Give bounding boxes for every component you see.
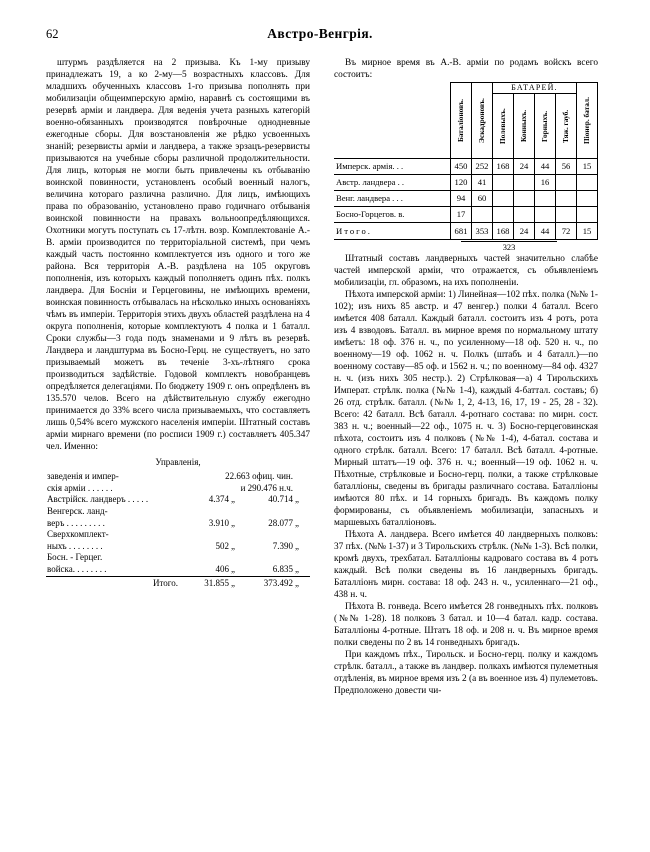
cell-value: [514, 175, 535, 191]
column-header-mountain-batteries: Горныхъ.: [535, 94, 556, 159]
cell-value: [514, 207, 535, 223]
folio-number: 62: [46, 27, 59, 41]
row-label-bosnia-herzegovina: Босно-Горцегов. в.: [334, 207, 451, 223]
cell-value: 17: [451, 207, 472, 223]
cell-value: 120: [451, 175, 472, 191]
budget-row-lower: [246, 529, 294, 541]
budget-row-label: войска. . . . . . . .: [47, 563, 107, 574]
cell-total: 15: [577, 223, 598, 240]
cell-total: 72: [556, 223, 577, 240]
budget-row-unit-2: [294, 506, 310, 518]
budget-row-unit: „: [231, 517, 235, 528]
table-row-total: [334, 223, 598, 240]
budget-total-officers: 31.855: [182, 576, 230, 589]
budget-total-label: Итого.: [46, 576, 182, 589]
cell-value: 60: [472, 191, 493, 207]
cell-value: 450: [451, 159, 472, 175]
table-row: [46, 529, 310, 541]
page-header: [46, 26, 604, 48]
table-group-header-row: [334, 82, 598, 93]
budget-row-head-values: 22.663 офиц. чин.: [225, 471, 293, 482]
cell-value: [535, 207, 556, 223]
paragraph: Пѣхота имперской арміи: 1) Линейная—102 пѣх. полка (№№ 1-102); изъ нихъ 85 австр. и 47 венгер.) полки 4 баталл. Всего имѣется 408 баталл. Каждый баталл. состоитъ изъ 4 ротъ, рота изъ 4 взводовъ. Баталл. въ мирное время по нормальному штату имѣетъ: 18 оф. 376 н. ч., по усиленному—18 оф. 520 н. ч., по военному—19 оф. 1062 н. ч. Полкъ (штабъ и 4 баталл.)—по военному составу—85 оф. и 1562 н. ч.; по военному—84 оф. 4327 н. ч. (изъ нихъ 305 нестр.). 2) Стрѣлковая—а) 4 Тирольскихъ Императ. стрѣлк. полка (№№ 1-4), каждый 4-баттал. составъ; б) 26 отд. стрѣлк. баталл. (№№ 1, 2, 4-13, 16, 17, 19 - 25, 28 - 32). Всего: 42 баталл. Всѣ баталл. 4-ротнаго состава: по мирн. сост. 383 н. ч.; военный—22 оф., 1075 н. ч. 3) Босно-герцеговинская пѣхота, состоитъ изъ 4 полковъ (№№ 1-4), 4-батал. состава и одного стрѣлк. баталл. Всего: 17 баталл. Всѣ баталл. 4-ротные. Мирный штатъ—19 оф. 376 н. ч.; военный—19 оф. 1062 н. ч. Пѣхотные, стрѣлковые и Босно-герц. полки, а также стрѣлковые баталліоны, сведены въ бригады различнаго состава. Баталліоны имѣются 80 пѣх. и 14 горныхъ бригадъ. Въ каждомъ полку формированы, съ объявленіемъ мобилизаціи, запасныхъ и маршевыхъ баталліоновъ.: [334, 290, 598, 528]
budget-row-lower: 6.835: [272, 563, 293, 574]
table-row: [46, 564, 310, 576]
table-row: [334, 175, 598, 191]
column-header-battalions: Баталіоновъ.: [451, 82, 472, 158]
budget-row-label: веръ . . . . . . . . .: [47, 517, 105, 528]
budget-row-unit-2: „: [295, 517, 299, 528]
column-header-heavy-howitzer-batteries: Тяж. гауб.: [556, 94, 577, 159]
cell-total: 681: [451, 223, 472, 240]
right-column: [334, 58, 598, 698]
cell-value: 94: [451, 191, 472, 207]
cell-value: 56: [556, 159, 577, 175]
cell-total: 168: [493, 223, 514, 240]
running-title: Австро-Венгрія.: [267, 26, 373, 41]
table-row: [46, 541, 310, 553]
budget-row-head-values-2: и 290.476 н.ч.: [240, 482, 293, 493]
brace-line: [461, 241, 557, 242]
budget-row-unit: „: [231, 540, 235, 551]
column-group-header-batteries: БАТАРЕЙ.: [493, 82, 577, 93]
table-row-total: [46, 576, 310, 589]
budget-row-label: Венгерск. ланд-: [47, 505, 108, 516]
table-row: [46, 471, 310, 483]
cell-value: 24: [514, 159, 535, 175]
budget-row-officers: [182, 552, 230, 564]
cell-value: [556, 191, 577, 207]
batteries-grand-total: 323: [334, 241, 598, 254]
cell-value: [577, 191, 598, 207]
budget-row-lower: [246, 552, 294, 564]
budget-row-label: Австрійск. ландверъ . . . . .: [47, 494, 149, 505]
budget-row-unit-2: „: [295, 494, 299, 505]
budget-row-label: скія арміи . . . . . .: [47, 482, 113, 493]
budget-row-unit-2: [294, 529, 310, 541]
table-row: [46, 552, 310, 564]
budget-total-unit-2: „: [294, 576, 310, 589]
cell-value: [493, 207, 514, 223]
table-intro-paragraph: Въ мирное время въ А.-В. арміи по родамъ войскъ всего состоитъ:: [334, 58, 598, 80]
column-header-horse-batteries: Конныхъ.: [514, 94, 535, 159]
budget-row-officers: 4.374: [208, 494, 229, 505]
table-row: [46, 518, 310, 530]
budget-row-lower: 28.077: [268, 517, 293, 528]
budget-row-unit-2: [294, 552, 310, 564]
cell-value: 168: [493, 159, 514, 175]
budget-row-lower: 7.390: [272, 540, 293, 551]
cell-total: 24: [514, 223, 535, 240]
cell-value: [577, 207, 598, 223]
column-header-squadrons: Эскадроновъ.: [472, 82, 493, 158]
budget-table: [46, 471, 310, 589]
cell-total: 353: [472, 223, 493, 240]
cell-value: [556, 175, 577, 191]
budget-row-officers: 3.910: [208, 517, 229, 528]
row-label-hungarian-landwehr: Венг. ландвера . . .: [334, 191, 451, 207]
budget-row-lower: 40.714: [268, 494, 293, 505]
table-row: [46, 494, 310, 506]
row-label-austrian-landwehr: Австр. ландвера . .: [334, 175, 451, 191]
budget-block: [46, 457, 310, 589]
column-header-field-batteries: Полевыхъ.: [493, 94, 514, 159]
cell-value: [577, 175, 598, 191]
row-label-imperial-army: Имперск. армія. . .: [334, 159, 451, 175]
cell-value: 16: [535, 175, 556, 191]
row-label-total: Итого.: [334, 223, 451, 240]
budget-row-label: заведенія и импер-: [47, 471, 119, 482]
cell-value: [556, 207, 577, 223]
paragraph: Штатный составъ ландверныхъ частей значительно слабѣе частей имперской арміи, что отражается, съ объявленіемъ мобилизаціи, гл. образомъ, на ихъ пополненіи.: [334, 254, 598, 289]
budget-total-lower: 373.492: [246, 576, 294, 589]
budget-row-unit-2: „: [295, 563, 299, 574]
column-header-pioneer-battalions: Піонер. батал.: [577, 82, 598, 158]
paragraph: Пѣхота А. ландвера. Всего имѣется 40 ландверныхъ полковъ: 37 пѣх. (№№ 1-37) и 3 Тирольскихъ стрѣлк. (№№ 1-3). Всѣ полки, кромѣ двухъ, трехбатал. Баталліоны кадроваго состава въ 4 ротъ каждый. Всѣ полки сведены въ 16 ландверныхъ бригадъ. Баталліонъ мирн. состава: 18 оф. 243 н. ч., усиленнаго—21 оф., 438 н. ч.: [334, 529, 598, 600]
left-column: [46, 58, 310, 698]
budget-row-label: ныхъ . . . . . . . .: [47, 540, 103, 551]
budget-row-unit: [230, 506, 246, 518]
paragraph: штурмъ раздѣляется на 2 призыва. Къ 1-му призыву принадлежатъ 19, а ко 2-му—5 возрастныхъ классовъ. Для младшихъ обученныхъ классовъ 1-го призыва пополнять при мобилизаціи общеимперскую армію, наравнѣ съ состоящими въ резервѣ арміи и ландвера. Для веденія учета разныхъ категорій военно-обязанныхъ производятся повѣрочные однодневные ежегодные сборы. Для возстановленія же рѣдко усвоенныхъ знаній; резервисты арміи и ландвера, а также эрзацъ-резервисты призываются на учебные сборы различной продолжительности. Для лицъ, которыя не могли быть привлечены къ отбыванію воинской повинности, установленъ особый военный налогъ, величина котораго различна различно. Для лицъ, имѣющихъ права по образованію, установлено право годичнаго отбыванія воинской повинности на правахъ вольноопредѣляющихся. Охотники могутъ поступать съ 17-лѣтн. возр. Комплектованіе А.-В. арміи производится по территоріальной системѣ, при чемъ каждый часть постоянно комплектуется изъ одного и того же района. Вся территорія А.-В. раздѣлена на 105 округовъ пополненія, изъ которыхъ каждый пополняетъ одинъ пѣх. полкъ ландвера. Для Босніи и Герцеговины, не имѣющихъ времени, воинская повинность отбывалась на нѣсколько иныхъ основаніяхъ чѣмъ въ имперіи. Территорія этихъ двухъ областей раздѣлена на 4 округа пополненія, которые комплектуютъ 4 полка и 1 баталл. Сроки службы—3 года подъ знаменами и 9 лѣтъ въ резервѣ. Ландвера и ландштурма въ Босно-Герц. не существуетъ, но зато призываемый можетъ въ теченіе 3-хъ-лѣтняго срока производиться задѣйствіе. Годовой комплектъ новобранцевъ опредѣляется делегаціями. По бюджету 1909 г. онъ опредѣленъ въ 135.570 челов. Всего на дѣйствительную службу ежегодно принимается до 33% всего числа призываемыхъ, что составляетъ лишь 0,54% всего мужского населенія имперіи. Штатный составъ арміи мирнаго времени (по росписи 1909 г.) составляетъ 405.347 чел. Именно:: [46, 58, 310, 452]
budget-row-lower: [246, 506, 294, 518]
budget-row-officers: 502: [215, 540, 229, 551]
cell-value: 41: [472, 175, 493, 191]
budget-row-unit: [230, 552, 246, 564]
table-row: [334, 191, 598, 207]
budget-row-label: Сверхкомплект-: [47, 529, 109, 540]
cell-value: [472, 207, 493, 223]
table-row: [334, 207, 598, 223]
cell-value: 15: [577, 159, 598, 175]
paragraph: При каждомъ пѣх., Тирольск. и Босно-герц. полку и каждомъ стрѣлк. баталл., а также въ ландвер. полкахъ имѣются пулеметныя отдѣленія, въ мирное время изъ 2 (а въ военное изъ 4) пулеметовъ. Предположено довести чи-: [334, 649, 598, 696]
table-row: [46, 483, 310, 495]
cell-value: [514, 191, 535, 207]
cell-value: 44: [535, 159, 556, 175]
table-row: [46, 506, 310, 518]
budget-row-label: Босн. - Герцег.: [47, 552, 103, 563]
paragraph: Пѣхота В. гонведа. Всего имѣется 28 гонведныхъ пѣх. полковъ (№№ 1-28). 18 полковъ 3 батал. и 10—4 батал. кадр. состава. Баталліоны 4-ротные. Штатъ 18 оф. и 208 н. ч. Въ мирное время полки сведены по 2 въ 14 гонведныхъ бригадъ.: [334, 601, 598, 648]
budget-row-officers: 406: [215, 563, 229, 574]
budget-row-unit: „: [231, 563, 235, 574]
text-columns: [46, 58, 604, 698]
budget-row-officers: [182, 529, 230, 541]
cell-total: 44: [535, 223, 556, 240]
budget-row-unit-2: „: [295, 540, 299, 551]
cell-value: 252: [472, 159, 493, 175]
budget-title-line-1: Управленія,: [155, 457, 201, 468]
army-composition-table: [334, 82, 598, 240]
cell-value: [493, 175, 514, 191]
budget-row-unit: „: [231, 494, 235, 505]
budget-row-officers: [182, 506, 230, 518]
budget-total-unit: „: [230, 576, 246, 589]
cell-value: [493, 191, 514, 207]
budget-row-unit: [230, 529, 246, 541]
table-row: [334, 159, 598, 175]
cell-value: [535, 191, 556, 207]
